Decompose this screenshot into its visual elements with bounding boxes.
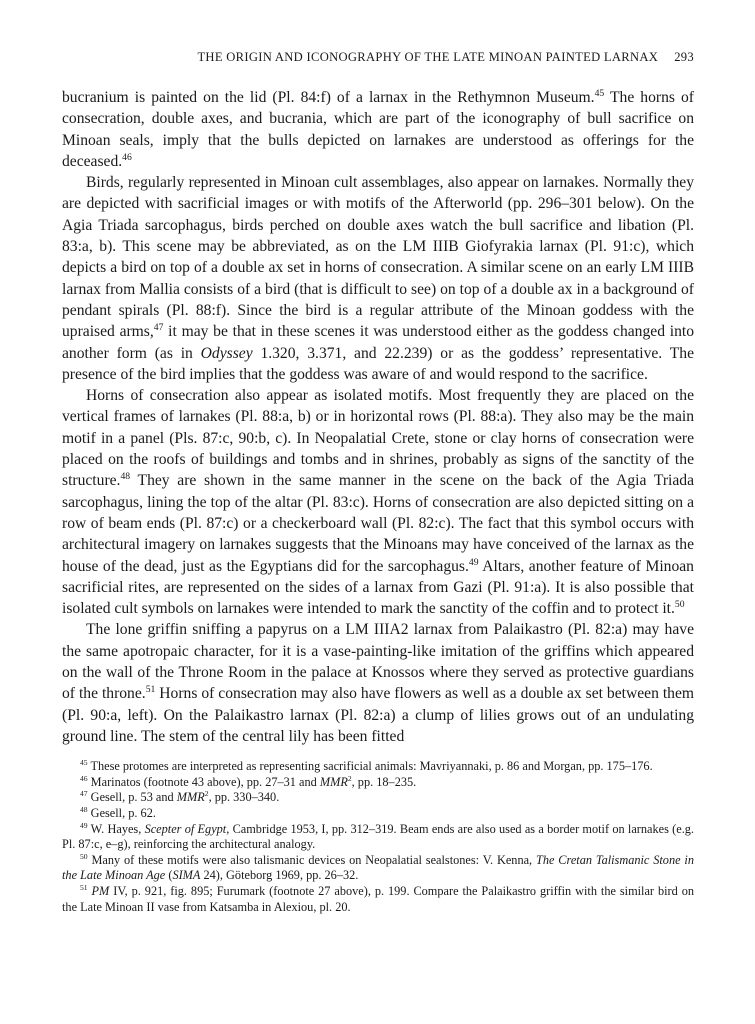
footnote-text: , pp. 330–340. [208, 790, 280, 805]
paragraph [62, 385, 694, 619]
paragraph [62, 87, 694, 172]
footnote-ref: 47 [153, 322, 164, 334]
text-run: They are shown in the same manner in the scene on the back of the Agia Triada sarcophagus, lining the top of the altar (Pl. 83:c). Horns of consecration are also depicted sitting on a row of beam ends (Pl. 87:c) or a checkerboard wall (Pl. 82:c). The fact that this symbol occurs with architectural imagery on larnakes suggests that the Minoans may have conceived of the larnax as the house of the dead, just as the Egyptians did for the sarcophagus. [62, 472, 694, 575]
footnote [62, 759, 694, 775]
footnote-ref: 51 [145, 684, 156, 696]
paragraph [62, 172, 694, 385]
text-run: Horns of consecration also appear as isolated motifs. Most frequently they are placed on the vertical frames of larnakes (Pl. 88:a, b) or in horizontal rows (Pl. 88:a). They also may be the main motif in a panel (Pls. 87:c, 90:b, c). In Neopalatial Crete, stone or clay horns of consecration were placed on the roofs of buildings and tombs and in shrines, probably as signs of the sanctity of the structure. [62, 387, 694, 490]
body-text [62, 87, 694, 747]
footnote [62, 884, 694, 915]
italic-text: The Cretan Talismanic Stone in the Late Minoan Age [62, 852, 694, 883]
footnote-ref: 50 [674, 598, 685, 610]
footnote-ref: 45 [594, 87, 605, 99]
italic-text: Scepter of Egypt [144, 821, 227, 836]
footnote-text: 24), Göteborg 1969, pp. 26–32. [200, 868, 359, 883]
text-run: it may be that in these scenes it was understood either as the goddess changed into another form (as in [62, 323, 694, 362]
text-run: bucranium is painted on the lid (Pl. 84:f) of a larnax in the Rethymnon Museum. [62, 89, 595, 106]
footnote-ref: 46 [122, 151, 132, 163]
footnote-ref: 48 [120, 471, 131, 483]
footnote [62, 853, 694, 884]
footnote-number: 46 [80, 773, 88, 783]
footnote-number: 49 [80, 820, 88, 830]
italic-text: PM [91, 883, 110, 898]
footnote-number: 45 [80, 758, 88, 768]
italic-text: MMR [319, 774, 348, 789]
footnote-number: 50 [80, 851, 88, 861]
footnote-text: These protomes are interpreted as representing sacrificial animals: Mavriyannaki, p. 86 and Morgan, pp. 175–176. [87, 759, 653, 774]
text-run: Altars, another feature of Minoan sacrificial rites, are represented on the sides of a larnax from Gazi (Pl. 91:a). It is also possible that isolated cult symbols on larnakes were intended to mark the sanctity of the coffin and to protect it. [62, 557, 694, 618]
footnote-number: 48 [80, 804, 88, 814]
footnote-text: Gesell, p. 62. [87, 805, 156, 820]
italic-text: MMR [176, 790, 205, 805]
footnote [62, 790, 694, 806]
footnote [62, 806, 694, 822]
footnote-text: IV, p. 921, fig. 895; Furumark (footnote 27 above), p. 199. Compare the Palaikastro griffin with the similar bird on the Late Minoan II vase from Katsamba in Alexiou, pl. 20. [62, 883, 694, 914]
page-number: 293 [674, 50, 694, 64]
text-run: The horns of consecration, double axes, and bucrania, which are part of the iconography of bull sacrifice on Minoan seals, imply that the bulls depicted on larnakes are understood as offerings for the deceased. [62, 89, 694, 170]
footnote-number: 51 [80, 882, 88, 892]
superscript: 2 [204, 789, 209, 799]
superscript: 2 [347, 773, 352, 783]
paragraph [62, 619, 694, 747]
footnotes [62, 759, 694, 915]
footnote-text: Marinatos (footnote 43 above), pp. 27–31 and [87, 774, 320, 789]
text-run: Birds, regularly represented in Minoan cult assemblages, also appear on larnakes. Normally they are depicted with sacrificial images or with motifs of the Afterworld (pp. 296–301 below). On the Agia Triada sarcophagus, birds perched on double axes watch the bull sacrifice and libation (Pl. 83:a, b). This scene may be abbreviated, as on the LM IIIB Giofyrakia larnax (Pl. 91:c), which depicts a bird on top of a double ax set in horns of consecration. A similar scene on an early LM IIIB larnax from Mallia consists of a bird (that is difficult to see) on top of a double ax in a background of pendant spirals (Pl. 88:f). Since the bird is a regular attribute of the Minoan goddess with the upraised arms, [62, 174, 694, 341]
footnote [62, 775, 694, 791]
footnote-ref: 49 [468, 556, 479, 568]
page [62, 46, 694, 915]
footnote-text: , Cambridge 1953, I, pp. 312–319. Beam ends are also used as a border motif on larnakes (e.g. Pl. 87:c, e–g), reinforcing the architectural analogy. [62, 821, 694, 852]
footnote-text: Many of these motifs were also talismanic devices on Neopalatial sealstones: V. Kenna, [87, 852, 536, 867]
footnote-text: ( [165, 868, 173, 883]
footnote [62, 822, 694, 853]
footnote-text: , pp. 18–235. [351, 774, 417, 789]
italic-text: SIMA [172, 868, 201, 883]
footnote-text: W. Hayes, [87, 821, 145, 836]
italic-text: Odyssey [200, 344, 253, 362]
text-run: The lone griffin sniffing a papyrus on a LM IIIA2 larnax from Palaikastro (Pl. 82:a) may have the same apotropaic character, for it is a vase-painting-like imitation of the griffins which appeared on the wall of the Throne Room in the palace at Knossos where they served as protective guardians of the throne. [62, 621, 694, 703]
footnote-text: Gesell, p. 53 and [87, 790, 177, 805]
text-run: 1.320, 3.371, and 22.239) or as the goddess’ representative. The presence of the bird implies that the goddess was aware of and would respond to the sacrifice. [62, 344, 694, 383]
footnote-number: 47 [80, 789, 88, 799]
text-run: Horns of consecration may also have flowers as well as a double ax set between them (Pl. 90:a, left). On the Palaikastro larnax (Pl. 82:a) a clump of lilies grows out of an undulating ground line. The stem of the central lily has been fitted [62, 685, 695, 745]
running-title: THE ORIGIN AND ICONOGRAPHY OF THE LATE MINOAN PAINTED LARNAX [197, 50, 659, 64]
running-head [62, 46, 694, 68]
